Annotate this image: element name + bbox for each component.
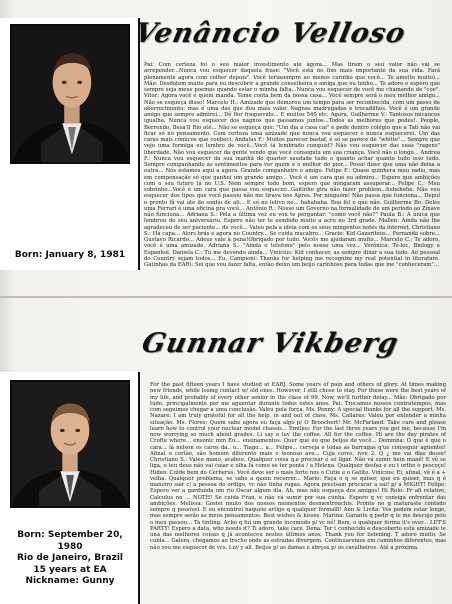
birth-date: Born: January 8, 1981 [14,250,126,260]
photo-panel [0,372,140,604]
birthplace: Rio de Janeiro, Brazil [17,553,123,563]
nickname: Nickname: Gunny [25,576,115,586]
portrait-figure [12,382,128,506]
years-at-school: 15 years at EA [33,564,107,575]
student-name: Gunnar Vikberg [139,328,402,359]
student-name: Venâncio Velloso [132,18,409,49]
message-text: Pai: Com certeza foi o seu maior investimento até agora... Mas tiram o seu valor não vai se arrepender...Nunca vou esquecer daquela frase: "Você está no fixo mais importante da sua vida. Fará plenamente agora com colher depois". Você teriasempre ao menos carinho que você... Te amo(to muito)... Mãe: Desdotem muito para eu descobrir a grande conselheira e amiga que eu tenho... Te adoro e espero que sempre seja meus poemas quando estar o mimha falta...Nunca vou esquecer de você me chamando de "coo". Vitor: Agora você é quem manda. Tome conta bem da nossa casa... Você sempre será o meu melhor amigo... Não se esqueça disso! Marcelo H.: Amizade que demorou um tempo para ser reconhecida, com um passo de aborrecimento: mas é uma das que dou mais valor. Nagnas madrugadas e trocadilhos. Você é um grande amigo que sempre admirei... Dê flor fraquevido... E muitos 540 etc. Agora, Guilherme V.: Tantosos micancos igualha. Nunca vou esquecer dos nagnos que passamos juntos...Todos as melhores que podes!. People, Berrendo, Besa'll Rio até... Não se esqueça que: "Um dia a casa cai" e pede dentro colégio que a Tati não vai ficar só no pensamento. Com certeza uma amizade que nunca vou esquecer e nunca esquecerei. Um das caras mais cômicos que conheci. Andalus F.: Muitos parecer bastaf, é só se parece de "whitte"... Sempre que vejo uma formiga eu lembro de você...Você tá lembrado conquist? Não vou esquecer das suas "ragens" liberdade. Não vou esquecer da gente vendo que você conseguiu em sua criança. Você não o longo... Andrea F.: Nunca vou esquecer da sua manhã de quarter saudade tudo o quanto achar quanto tudo isso tudo. Sempre companhando as sentimentos para ver quem é o melhor do pior... Posso dizer que uma não deixa a outra... Nós estamos aqui a agora. Grande companheiro e amigo. Felipe F.: Quase quinhera meu radio, mas em compensação só que ganhei um grande amigo... Você é um cara que eu admiro... Espero que ambições com o seu futuro lá no U.S. Nem sempre todo bom, espero que mingaram assuperar... Felipe C.: Meu sobrinho...Você é um cara que passa vou esquecer...Gaitinho gira não fazer problem...hehehehe. Não vou esquecer dos tipos que você passou não me tirava nos Apres. Por ninguém! Não passa que funciona... Depuí o pronto fã vai até do sonho de ali... E só no letivo no... hahahaha. Boa fol o que não. Guilherme Bo: Deles uma Ferrari é uma oficina pra você... Antônio R.: Nosso um Governo na formalidade de um período ao Zinave não funciona... Adriana S.: Pela a última vez eu vou te perguntar: "como você não?" Paula B.: A única que lembrou do seu aniversário. Espero não ter te esmbido muito a acro no 3rd grade. Mallen: Ainda não lhe agradeceu de ser paciente... de você... Valeu pela a ideia com os seus mingentos notes da internet. Christiano S.: Há capa... Alors brás e agora no Country... Se cuida macabro... Gracie: Kid Gazariteos... Fernanda sobre... Gustavo Ricardo... Adeus vale à pena!Obrigado por tudo. Vocês me ajudaram muito... Marcelo C.: Te adoro, você é uma amizade. Adriana S.: "Ainda o telefone" pelo nosso uma vez... Verônica: Té-loc, Biology e Espanhol. Daniela C.: Tu me devendo ainda... Vinicius: Kid conhecer, as sempre dixar a sua tudo. Ao pessoal do Country sejam todos... Eu, Campioni: Thanks for helping me recognize my real potential in literature. Gatinhas da EAR): Sei que vou fazer falta, então deixo um beijo carinhoso para todas que me "conheceram"... [144,62,440,268]
photo-panel [0,18,140,270]
portrait-photo [10,380,130,508]
birth-date: Born: September 20, 1980 [17,530,123,552]
profile-section [0,300,452,604]
portrait-photo [10,24,130,164]
birth-info [4,530,136,588]
portrait-figure [12,26,128,162]
section-divider [0,296,452,298]
message-text: For the past fifteen years I have studied at EARJ. Some years of pain and others of glory. At times making new friends, while losing contact w/ old ones. However, I still chose to stay. For these were the best years of my life, and probably of every other senior in the class of 99. Now, we'll further delay... Mãe: Obrigado por tudo, principalmente por me aguentar durante todos estes anos. Pai: Trocamos nossos contratempos, mas com seguimos chegar a uma conclusão. Valeu pela força. Ms. Penny: A special thanks for all the support. Ms. Nazare: I am truly grateful for all the help, in and out of class. Ms. Callares: Valeu por entender a minha situação. Ms. Flores: Quem sabe agora eu faça algo p/ O Broochert! Mr. McFarland: Take care and please learn how to control your nuclear model chassis... Emilios: For the last three years you got me, because I'm now worrying so much about grades. Li say o luv the coffee. All for the coffee. Hi are the day pirates of Crofte where... ensonic mm Eu... ensinamentos. Quer que eu que beijos de você... Deminha: O que é que o cara... lá nelson os caros da.. o... Tiago... a... Felipe... cerveja e todas as barragas q'ue conseguir agüentei! Afinal o cortão, são homem diferente mais o leonoso ave... Cuja cores, ivre 2. Q ¿ me vai dias desse! Christiano S.: Valeu mano, acabou. Qualquer coisa q.e precisar é só ligar. Não vá sumir hein mané! E vê se liga, o teu deus não vai caiar e olha lá como se ter ponta / a Helena. Qualquer desfaz e eu t ortho o pescoço! Hideo: Cuide bem do Cerberus. Você deve ser o mais forte nos o Cutie e o Gatito. Vinícius: Ei, afinal, vê é a + velha. Qualquer problema, se sabe a quem recorrer... Mario: Faça o q se quiser, que eu quiser, mas q é maneiro sair c/ a pessoa do ordigo, vc não tinha rugas. Agora precisam procurar a sai! p/ a MIGHT! Felipe: Espero ver a gardunda um rio Oscar algum dia. Ah, mas não esqueça dos amigos! Hi Rolo: Fr afi relative, Calculus no ... NOTH! Se cuida Fran, e não vá sumir por sua cunha. Espero q vc consiga enfrentar das ambições. Melissa: Gostei muito dos nossos momentos desmentrouchis. Pronto no q maturaste contado sempre q possível. E eu encontrei naquele artigo q qualquer formalll! Ann & Livita: Vos podem estar longe, mas sempre serão as meus pensamentos. Best wishes & kisses. Marina: Garante q pedir q te me descujo pelo o meu passou... Ta tinting. Acho q fui um grande incomodo p/ vc né! Bem, o qualquer forma it's over... LET'S PARTY! Espero a data, who needs it? Ti adoro, take care. Dena: Ter t conhecido e descoberto esta amizade te una das melhores coisas q já aconteceu nestes últimos anos. Thank you for listening. T adoro muito. Se cuida... Galera, chegamos ao trecho onde as estradas divergem. Continuaremos em caminhos diferentes, mas não vou me esquecer de vcs. Luv y all. Beijos p/ as damas e abrços p/ os cavalheiros. Até a próxima. [150,382,446,551]
